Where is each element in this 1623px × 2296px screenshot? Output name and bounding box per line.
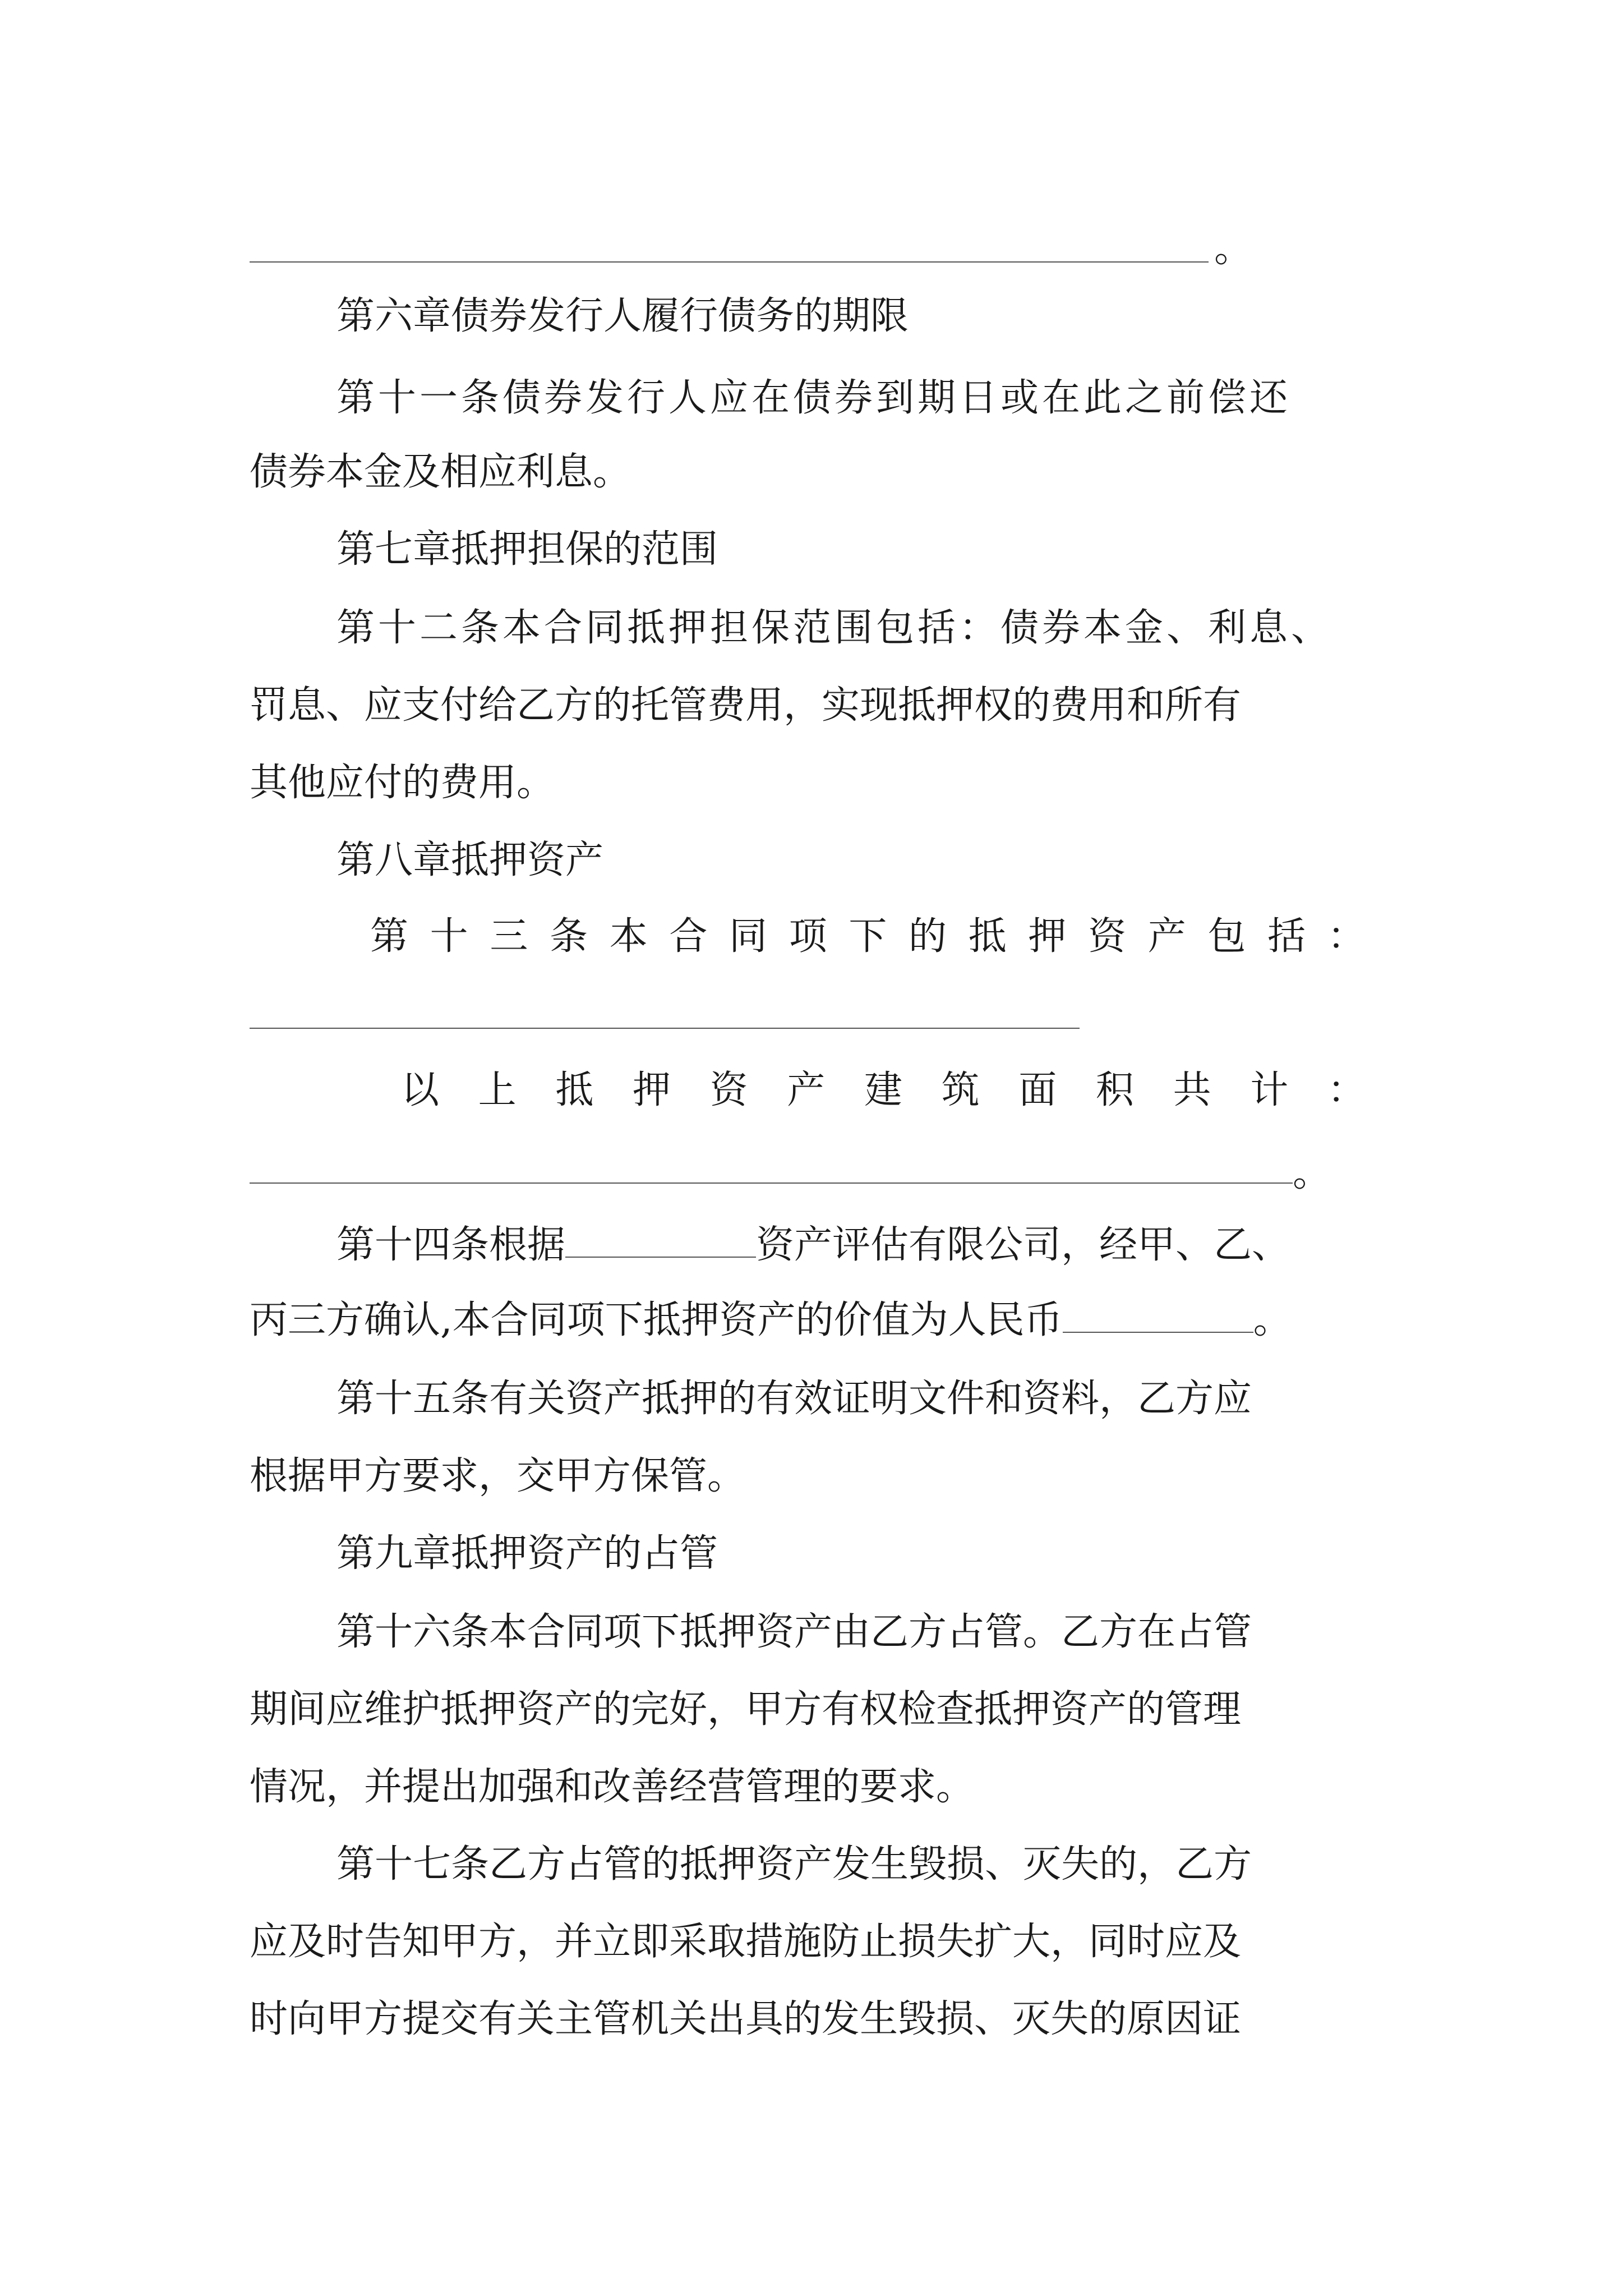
paragraph-line: 丙三方确认,本合同项下抵押资产的价值为人民币 。 (250, 1298, 1292, 1342)
spread-char: 押 (632, 1068, 671, 1112)
spread-char: 下 (849, 914, 887, 959)
spread-char: ： (1327, 1068, 1366, 1112)
fill-in-blank (1063, 1328, 1253, 1333)
fill-in-blank (565, 1253, 756, 1258)
fill-in-blank (250, 261, 1209, 263)
spread-char: ： (1327, 914, 1366, 959)
spread-text (370, 914, 1366, 959)
chapter-heading: 第六章债券发行人履行债务的期限 (336, 294, 909, 338)
chapter-heading: 第九章抵押资产的占管 (336, 1531, 718, 1576)
paragraph-line: 期间应维护抵押资产的完好，甲方有权检查抵押资产的管理 (250, 1687, 1242, 1732)
spread-char: 产 (1147, 914, 1186, 959)
paragraph-line: 时向甲方提交有关主管机关出具的发生毁损、灭失的原因证 (250, 1997, 1242, 2041)
paragraph-line: 第十五条有关资产抵押的有效证明文件和资料，乙方应 (336, 1377, 1252, 1421)
paragraph-line: 债券本金及相应利息。 (250, 450, 631, 494)
spread-char: 以 (401, 1068, 440, 1112)
paragraph-line (1293, 1151, 1338, 1195)
fill-in-blank (250, 1028, 1080, 1029)
spread-char: 产 (787, 1068, 826, 1112)
paragraph-line (370, 914, 1514, 959)
spread-char: 第 (370, 914, 409, 959)
spread-char: 括 (1267, 914, 1306, 959)
spread-char: 抵 (555, 1068, 594, 1112)
paragraph-line: 应及时告知甲方，并立即采取措施防止损失扩大，同时应及 (250, 1920, 1242, 1964)
spread-char: 面 (1018, 1068, 1057, 1112)
spread-char: 抵 (968, 914, 1007, 959)
spread-char: 的 (909, 914, 947, 959)
paragraph-line: 其他应付的费用。 (250, 761, 555, 805)
paragraph-line: 第十四条根据 资产评估有限公司，经甲、乙、 (336, 1223, 1290, 1267)
spread-char: 共 (1173, 1068, 1211, 1112)
spread-char: 条 (550, 914, 588, 959)
paragraph-line (1214, 227, 1259, 271)
spread-text (401, 1068, 1366, 1112)
spread-char: 三 (490, 914, 528, 959)
spread-char: 包 (1207, 914, 1246, 959)
paragraph-line: 第十二条本合同抵押担保范围包括：债券本金、利息、 (336, 606, 1333, 650)
period: 。 (1214, 227, 1253, 271)
spread-char: 资 (709, 1068, 748, 1112)
paragraph-line: 第十七条乙方占管的抵押资产发生毁损、灭失的，乙方 (336, 1842, 1252, 1887)
spread-char: 项 (789, 914, 827, 959)
spread-char: 资 (1088, 914, 1127, 959)
paragraph-line: 根据甲方要求，交甲方保管。 (250, 1454, 746, 1498)
chapter-heading: 第八章抵押资产 (336, 838, 604, 882)
paragraph-line: 第十一条债券发行人应在债券到期日或在此之前偿还 (336, 376, 1292, 420)
chapter-heading: 第七章抵押担保的范围 (336, 527, 718, 572)
period: 。 (1293, 1151, 1331, 1195)
fill-in-blank (250, 1182, 1293, 1184)
spread-char: 筑 (941, 1068, 980, 1112)
spread-char: 合 (669, 914, 708, 959)
spread-char: 同 (729, 914, 768, 959)
paragraph-line: 第十六条本合同项下抵押资产由乙方占管。乙方在占管 (336, 1610, 1252, 1654)
spread-char: 计 (1250, 1068, 1289, 1112)
spread-char: 十 (430, 914, 468, 959)
paragraph-line: 情况，并提出加强和改善经营管理的要求。 (250, 1765, 975, 1809)
paragraph-line (401, 1068, 1545, 1112)
spread-char: 押 (1028, 914, 1067, 959)
paragraph-line: 罚息、应支付给乙方的托管费用，实现抵押权的费用和所有 (250, 683, 1242, 728)
spread-char: 本 (609, 914, 648, 959)
spread-char: 上 (478, 1068, 517, 1112)
spread-char: 积 (1095, 1068, 1134, 1112)
spread-char: 建 (864, 1068, 902, 1112)
